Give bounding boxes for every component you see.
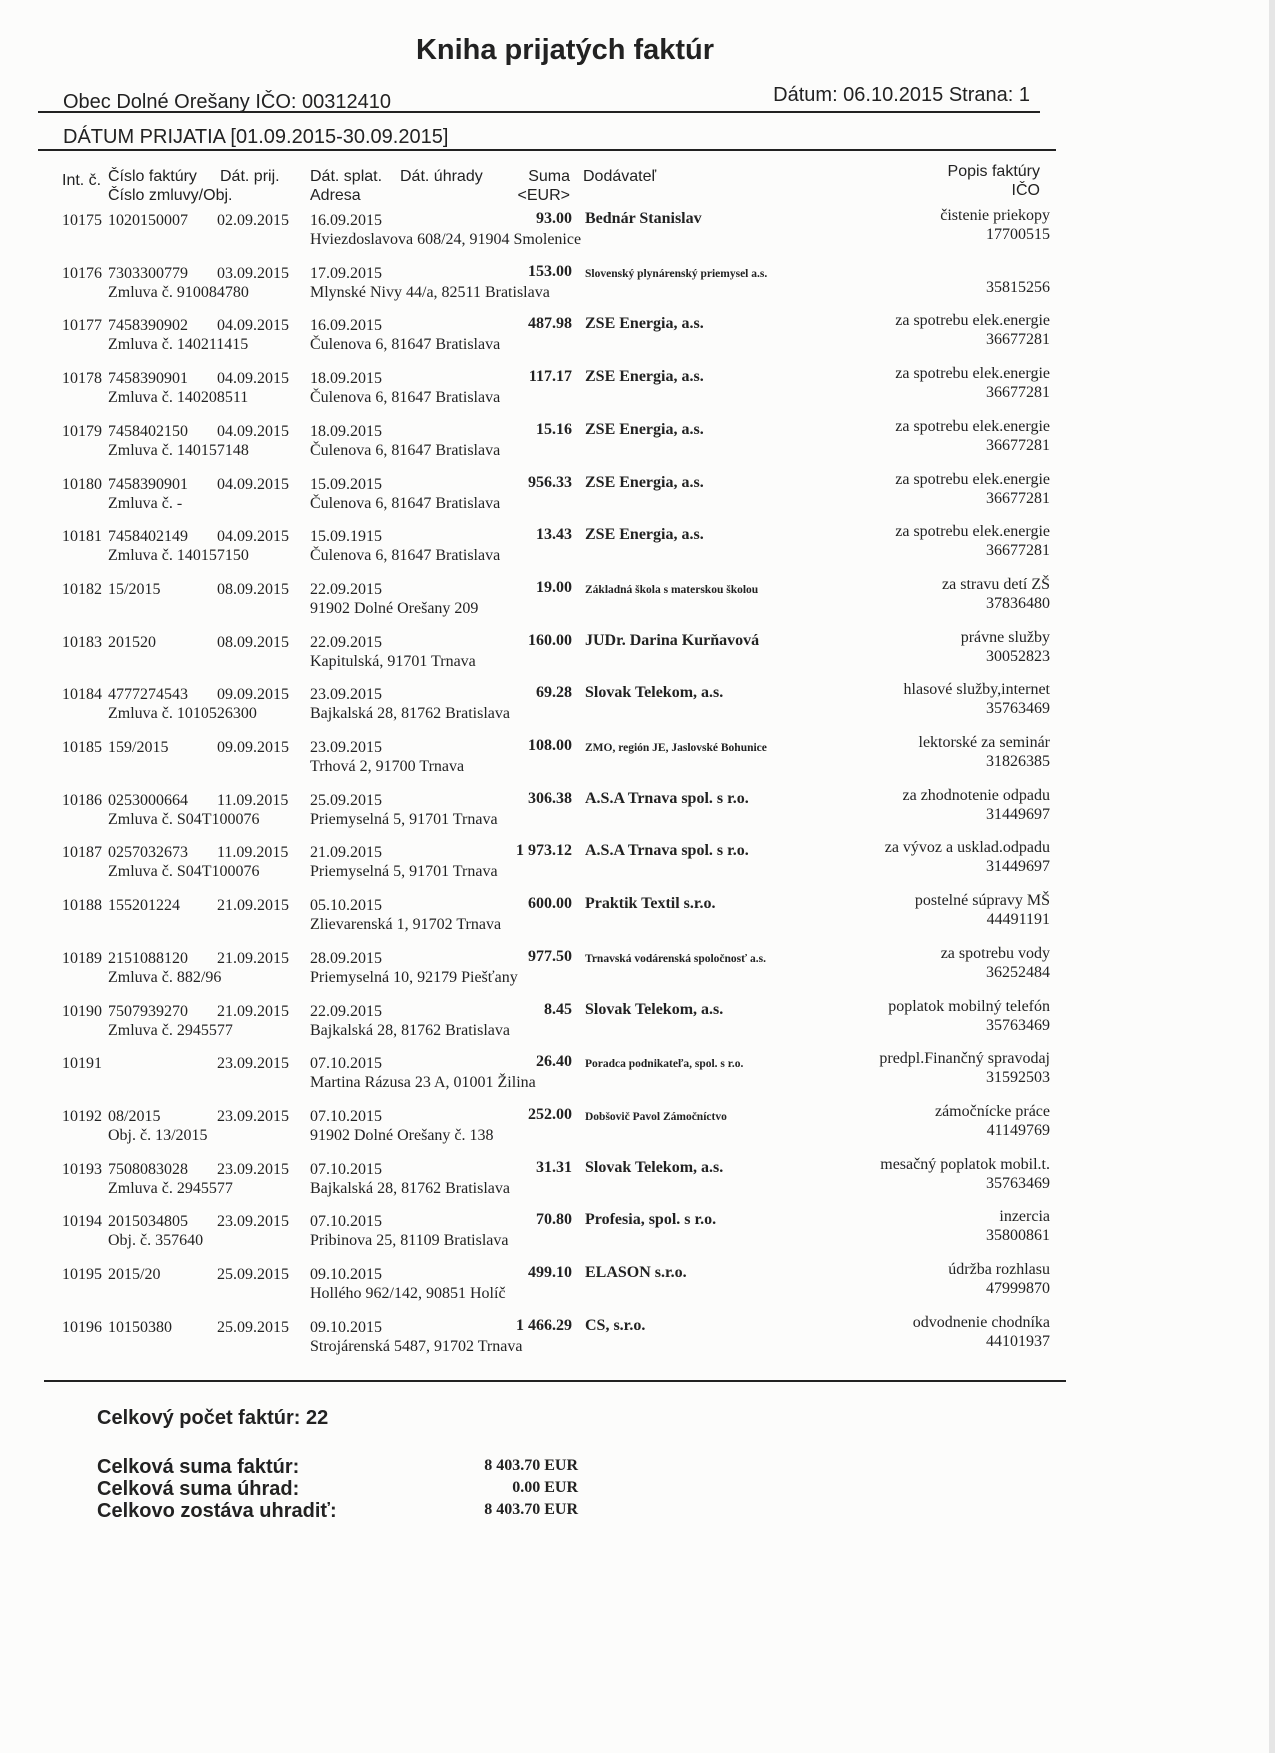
col-mena: <EUR>: [517, 187, 570, 204]
table-row: [0, 1261, 1275, 1317]
col-adresa: Adresa: [310, 187, 361, 204]
received-date: 04.09.2015: [217, 528, 289, 546]
col-popis: Popis faktúry: [947, 163, 1040, 180]
received-date: 11.09.2015: [217, 844, 289, 862]
supplier-ico: 36252484: [986, 963, 1050, 981]
period-label: DÁTUM PRIJATIA [01.09.2015-30.09.2015]: [63, 126, 449, 148]
contract-ref: Zmluva č. 140211415: [108, 336, 249, 354]
invoice-amount: 69.28: [536, 684, 572, 702]
invoice-description: inzercia: [999, 1208, 1050, 1226]
contract-ref: Zmluva č. 140157148: [108, 441, 249, 459]
due-date: 25.09.2015: [310, 791, 382, 809]
supplier-ico: 44491191: [986, 911, 1050, 929]
invoice-amount: 487.98: [528, 315, 572, 333]
invoice-amount: 15.16: [536, 420, 572, 438]
invoice-number: 10150380: [108, 1318, 172, 1336]
invoice-description: za spotrebu vody: [940, 944, 1050, 962]
invoice-amount: 19.00: [536, 578, 572, 596]
supplier-address: Priemyselná 10, 92179 Piešťany: [310, 968, 518, 986]
supplier-name: Poradca podnikateľa, spol. s r.o.: [585, 1058, 744, 1071]
supplier-name: ELASON s.r.o.: [585, 1264, 687, 1281]
invoice-number: 0253000664: [108, 791, 188, 809]
date-page-label: Dátum: 06.10.2015 Strana: 1: [773, 84, 1030, 106]
invoice-amount: 153.00: [528, 262, 572, 280]
supplier-name: Bednár Stanislav: [585, 210, 702, 227]
invoice-number: 2151088120: [108, 949, 188, 967]
supplier-ico: 36677281: [986, 384, 1050, 402]
supplier-name: ZMO, región JE, Jaslovské Bohunice: [585, 742, 767, 754]
table-row: [0, 207, 1275, 263]
invoice-number: 201520: [108, 633, 156, 651]
invoice-number: 7458390902: [108, 317, 188, 335]
received-date: 23.09.2015: [217, 1160, 289, 1178]
due-date: 23.09.2015: [310, 686, 382, 704]
invoice-int-no: 10192: [62, 1107, 102, 1125]
supplier-address: Bajkalská 28, 81762 Bratislava: [310, 1179, 510, 1197]
supplier-ico: 36677281: [986, 542, 1050, 560]
invoice-description: čistenie priekopy: [940, 207, 1050, 224]
supplier-address: Pribinova 25, 81109 Bratislava: [310, 1232, 509, 1250]
invoice-int-no: 10176: [62, 264, 102, 282]
table-row: [0, 1050, 1275, 1106]
col-dat-uhrady: Dát. úhrady: [400, 168, 483, 185]
invoice-int-no: 10177: [62, 317, 102, 335]
supplier-address: Čulenova 6, 81647 Bratislava: [310, 336, 501, 354]
invoice-int-no: 10181: [62, 528, 102, 546]
invoice-description: za spotrebu elek.energie: [895, 365, 1050, 383]
invoice-number: 7458402149: [108, 528, 188, 546]
invoice-number: 155201224: [108, 897, 180, 915]
supplier-ico: 36677281: [986, 436, 1050, 454]
supplier-name: Slovenský plynárenský priemysel a.s.: [585, 267, 768, 280]
supplier-ico: 31826385: [986, 753, 1050, 770]
invoice-amount: 1 973.12: [516, 842, 572, 860]
invoice-int-no: 10188: [62, 897, 102, 915]
invoice-number: 0257032673: [108, 844, 188, 862]
table-row: [0, 839, 1275, 895]
invoice-int-no: 10187: [62, 844, 102, 862]
supplier-address: Priemyselná 5, 91701 Trnava: [310, 810, 498, 828]
received-date: 04.09.2015: [217, 475, 289, 493]
due-date: 15.09.1915: [310, 528, 382, 546]
invoice-description: za spotrebu elek.energie: [895, 523, 1050, 541]
table-row: [0, 264, 1275, 316]
invoice-amount: 600.00: [528, 895, 572, 913]
supplier-address: Čulenova 6, 81647 Bratislava: [310, 389, 501, 407]
supplier-ico: 36677281: [986, 331, 1050, 349]
invoice-int-no: 10193: [62, 1160, 102, 1178]
supplier-ico: 30052823: [986, 647, 1050, 665]
supplier-ico: 37836480: [986, 594, 1050, 612]
due-date: 18.09.2015: [310, 422, 382, 440]
invoice-amount: 13.43: [536, 526, 572, 544]
invoice-number: 7458390901: [108, 370, 188, 388]
invoice-int-no: 10189: [62, 949, 102, 967]
supplier-name: Praktik Textil s.r.o.: [585, 895, 716, 913]
received-date: 21.09.2015: [217, 897, 289, 915]
supplier-ico: 31449697: [986, 805, 1050, 823]
col-dat-splat: Dát. splat.: [310, 168, 383, 185]
summary-paid-label: Celková suma úhrad:: [97, 1478, 300, 1500]
due-date: 09.10.2015: [310, 1266, 382, 1283]
invoice-description: za spotrebu elek.energie: [895, 417, 1050, 435]
invoice-int-no: 10191: [62, 1055, 102, 1073]
table-row: [0, 628, 1275, 685]
invoice-description: odvodnenie chodníka: [912, 1313, 1050, 1331]
table-row: [0, 892, 1275, 948]
table-row: [0, 944, 1275, 1001]
contract-ref: Zmluva č. 882/96: [108, 968, 222, 986]
table-row: [0, 417, 1275, 474]
supplier-address: Bajkalská 28, 81762 Bratislava: [310, 705, 510, 723]
supplier-address: Trhová 2, 91700 Trnava: [310, 758, 465, 775]
organization-label: Obec Dolné Orešany IČO: 00312410: [63, 91, 391, 113]
invoice-amount: 1 466.29: [516, 1316, 572, 1334]
invoice-description: údržba rozhlasu: [948, 1261, 1050, 1278]
invoice-int-no: 10184: [62, 686, 102, 704]
supplier-name: JUDr. Darina Kurňavová: [585, 631, 760, 649]
supplier-name: ZSE Energia, a.s.: [585, 368, 704, 386]
due-date: 21.09.2015: [310, 844, 382, 862]
table-row: [0, 470, 1275, 527]
supplier-address: Strojárenská 5487, 91702 Trnava: [310, 1337, 523, 1355]
contract-ref: Zmluva č. -: [108, 494, 183, 512]
col-int-c: Int. č.: [62, 172, 102, 189]
table-end-rule: [44, 1380, 1066, 1382]
header-rule: [38, 111, 1040, 113]
received-date: 23.09.2015: [217, 1107, 289, 1125]
invoice-description: hlasové služby,internet: [903, 681, 1050, 699]
invoice-description: poplatok mobilný telefón: [888, 997, 1050, 1015]
summary-total-value: 8 403.70 EUR: [484, 1457, 578, 1474]
invoice-number: 7303300779: [108, 264, 188, 282]
due-date: 07.10.2015: [310, 1055, 382, 1073]
invoice-int-no: 10195: [62, 1266, 102, 1283]
supplier-ico: 47999870: [986, 1280, 1050, 1297]
received-date: 04.09.2015: [217, 422, 289, 440]
invoice-amount: 8.45: [544, 1000, 572, 1018]
due-date: 05.10.2015: [310, 897, 382, 915]
invoice-number: 1020150007: [108, 212, 188, 229]
period-rule: [38, 149, 1056, 151]
invoice-amount: 499.10: [528, 1264, 572, 1281]
received-date: 09.09.2015: [217, 686, 289, 704]
col-cislo-faktury: Číslo faktúry: [108, 168, 197, 185]
invoice-amount: 108.00: [528, 737, 572, 754]
invoice-number: 7458402150: [108, 422, 188, 440]
supplier-name: Slovak Telekom, a.s.: [585, 684, 724, 702]
summary-count: Celkový počet faktúr: 22: [97, 1407, 329, 1429]
supplier-ico: 35815256: [986, 278, 1050, 296]
invoice-int-no: 10196: [62, 1318, 102, 1336]
contract-ref: Obj. č. 13/2015: [108, 1126, 208, 1144]
due-date: 28.09.2015: [310, 949, 382, 967]
supplier-ico: 17700515: [986, 226, 1050, 243]
supplier-address: Bajkalská 28, 81762 Bratislava: [310, 1021, 510, 1039]
due-date: 23.09.2015: [310, 739, 382, 756]
invoice-description: zámočnícke práce: [934, 1102, 1050, 1120]
col-suma: Suma: [528, 168, 570, 185]
supplier-ico: 44101937: [986, 1332, 1050, 1350]
contract-ref: Zmluva č. 140157150: [108, 547, 249, 565]
summary-remaining-value: 8 403.70 EUR: [484, 1501, 578, 1518]
table-row: [0, 523, 1275, 579]
table-row: [0, 734, 1275, 790]
invoice-int-no: 10178: [62, 370, 102, 388]
invoice-number: 7458390901: [108, 475, 188, 493]
invoice-number: 7508083028: [108, 1160, 188, 1178]
table-row: [0, 1208, 1275, 1264]
supplier-ico: 41149769: [986, 1121, 1050, 1139]
invoice-number: 159/2015: [108, 739, 169, 756]
received-date: 02.09.2015: [217, 212, 289, 229]
due-date: 09.10.2015: [310, 1318, 382, 1336]
table-row: [0, 1102, 1275, 1159]
table-row: [0, 365, 1275, 421]
invoice-int-no: 10182: [62, 580, 102, 598]
invoice-number: 2015/20: [108, 1266, 161, 1283]
supplier-address: Priemyselná 5, 91701 Trnava: [310, 863, 498, 881]
invoice-amount: 252.00: [528, 1105, 572, 1123]
supplier-name: CS, s.r.o.: [585, 1316, 646, 1334]
due-date: 15.09.2015: [310, 475, 382, 493]
received-date: 03.09.2015: [217, 264, 289, 282]
supplier-address: 91902 Dolné Orešany č. 138: [310, 1126, 494, 1144]
received-date: 23.09.2015: [217, 1213, 289, 1231]
summary-paid-value: 0.00 EUR: [512, 1479, 578, 1496]
supplier-name: Dobšovič Pavol Zámočníctvo: [585, 1110, 727, 1123]
invoice-int-no: 10194: [62, 1213, 102, 1231]
invoice-amount: 117.17: [528, 368, 572, 386]
table-row: [0, 786, 1275, 843]
supplier-name: A.S.A Trnava spol. s r.o.: [585, 842, 749, 860]
contract-ref: Obj. č. 357640: [108, 1232, 204, 1250]
due-date: 07.10.2015: [310, 1160, 382, 1178]
supplier-address: Čulenova 6, 81647 Bratislava: [310, 547, 501, 565]
invoice-amount: 31.31: [536, 1158, 572, 1176]
due-date: 18.09.2015: [310, 370, 382, 388]
due-date: 22.09.2015: [310, 580, 382, 598]
table-row: [0, 1313, 1275, 1370]
invoice-description: za zhodnotenie odpadu: [902, 786, 1050, 804]
supplier-address: Martina Rázusa 23 A, 01001 Žilina: [310, 1074, 536, 1092]
supplier-name: ZSE Energia, a.s.: [585, 473, 704, 491]
supplier-name: Profesia, spol. s r.o.: [585, 1211, 717, 1229]
supplier-name: ZSE Energia, a.s.: [585, 526, 704, 544]
due-date: 16.09.2015: [310, 317, 382, 335]
invoice-amount: 956.33: [528, 473, 572, 491]
invoice-description: za spotrebu elek.energie: [895, 312, 1050, 330]
invoice-amount: 93.00: [536, 210, 572, 227]
supplier-address: Kapitulská, 91701 Trnava: [310, 652, 476, 670]
page-title: Kniha prijatých faktúr: [415, 34, 715, 66]
invoice-description: za stravu detí ZŠ: [942, 575, 1050, 593]
received-date: 04.09.2015: [217, 317, 289, 335]
invoice-int-no: 10186: [62, 791, 102, 809]
invoice-number: 15/2015: [108, 580, 161, 598]
invoice-int-no: 10175: [62, 212, 102, 229]
invoice-amount: 70.80: [536, 1211, 572, 1229]
invoice-number: 08/2015: [108, 1107, 161, 1125]
supplier-name: Slovak Telekom, a.s.: [585, 1158, 724, 1176]
invoice-int-no: 10180: [62, 475, 102, 493]
supplier-name: A.S.A Trnava spol. s r.o.: [585, 789, 749, 807]
invoice-amount: 977.50: [528, 947, 572, 965]
invoice-description: právne služby: [960, 628, 1050, 646]
invoice-int-no: 10185: [62, 739, 102, 756]
contract-ref: Zmluva č. 910084780: [108, 283, 249, 301]
received-date: 25.09.2015: [217, 1318, 289, 1336]
supplier-address: Čulenova 6, 81647 Bratislava: [310, 494, 501, 512]
supplier-name: ZSE Energia, a.s.: [585, 420, 704, 438]
contract-ref: Zmluva č. S04T100076: [108, 863, 260, 881]
invoice-description: postelné súpravy MŠ: [914, 892, 1050, 910]
invoice-description: za spotrebu elek.energie: [895, 470, 1050, 488]
table-row: [0, 681, 1275, 737]
table-row: [0, 1155, 1275, 1212]
invoice-int-no: 10190: [62, 1002, 102, 1020]
summary-total-label: Celková suma faktúr:: [97, 1456, 300, 1478]
received-date: 25.09.2015: [217, 1266, 289, 1283]
supplier-name: Trnavská vodárenská spoločnosť a.s.: [585, 952, 766, 965]
invoice-amount: 160.00: [528, 631, 572, 649]
received-date: 23.09.2015: [217, 1055, 289, 1073]
received-date: 21.09.2015: [217, 949, 289, 967]
contract-ref: Zmluva č. 1010526300: [108, 705, 257, 723]
due-date: 07.10.2015: [310, 1213, 382, 1231]
due-date: 07.10.2015: [310, 1107, 382, 1125]
due-date: 22.09.2015: [310, 633, 382, 651]
table-row: [0, 997, 1275, 1054]
invoice-amount: 306.38: [528, 789, 572, 807]
contract-ref: Zmluva č. 140208511: [108, 389, 249, 407]
supplier-address: 91902 Dolné Orešany 209: [310, 599, 479, 617]
invoice-int-no: 10179: [62, 422, 102, 440]
due-date: 22.09.2015: [310, 1002, 382, 1020]
supplier-address: Hollého 962/142, 90851 Holíč: [310, 1285, 506, 1302]
received-date: 21.09.2015: [217, 1002, 289, 1020]
table-row: [0, 575, 1275, 632]
supplier-ico: 36677281: [986, 489, 1050, 507]
supplier-address: Zlievarenská 1, 91702 Trnava: [310, 916, 502, 934]
supplier-address: Mlynské Nivy 44/a, 82511 Bratislava: [310, 283, 550, 301]
invoice-description: za vývoz a usklad.odpadu: [884, 839, 1050, 857]
invoice-description: predpl.Finančný spravodaj: [879, 1050, 1050, 1068]
received-date: 08.09.2015: [217, 580, 289, 598]
supplier-ico: 35763469: [986, 700, 1050, 718]
invoice-number: 2015034805: [108, 1213, 188, 1231]
invoice-description: lektorské za seminár: [918, 734, 1050, 751]
supplier-ico: 31592503: [986, 1069, 1050, 1087]
supplier-ico: 31449697: [986, 858, 1050, 876]
contract-ref: Zmluva č. S04T100076: [108, 810, 260, 828]
summary-remaining-label: Celkovo zostáva uhradiť:: [97, 1500, 337, 1522]
due-date: 16.09.2015: [310, 212, 382, 229]
supplier-ico: 35763469: [986, 1016, 1050, 1034]
col-cislo-zmluvy: Číslo zmluvy/Obj.: [108, 187, 233, 204]
supplier-ico: 35763469: [986, 1174, 1050, 1192]
received-date: 08.09.2015: [217, 633, 289, 651]
received-date: 04.09.2015: [217, 370, 289, 388]
supplier-address: Hviezdoslavova 608/24, 91904 Smolenice: [310, 231, 582, 248]
contract-ref: Zmluva č. 2945577: [108, 1021, 233, 1039]
supplier-name: Základná škola s materskou školou: [585, 583, 759, 596]
invoice-number: 7507939270: [108, 1002, 188, 1020]
supplier-address: Čulenova 6, 81647 Bratislava: [310, 441, 501, 459]
invoice-description: mesačný poplatok mobil.t.: [880, 1155, 1050, 1173]
col-dat-prij: Dát. prij.: [220, 168, 280, 185]
invoice-int-no: 10183: [62, 633, 102, 651]
received-date: 11.09.2015: [217, 791, 289, 809]
invoice-number: 4777274543: [108, 686, 188, 704]
col-dodavatel: Dodávateľ: [583, 168, 657, 185]
contract-ref: Zmluva č. 2945577: [108, 1179, 233, 1197]
supplier-ico: 35800861: [986, 1227, 1050, 1245]
invoice-amount: 26.40: [536, 1053, 572, 1071]
supplier-name: ZSE Energia, a.s.: [585, 315, 704, 333]
due-date: 17.09.2015: [310, 264, 382, 282]
received-date: 09.09.2015: [217, 739, 289, 756]
supplier-name: Slovak Telekom, a.s.: [585, 1000, 724, 1018]
col-ico: IČO: [1011, 182, 1040, 199]
table-row: [0, 312, 1275, 368]
